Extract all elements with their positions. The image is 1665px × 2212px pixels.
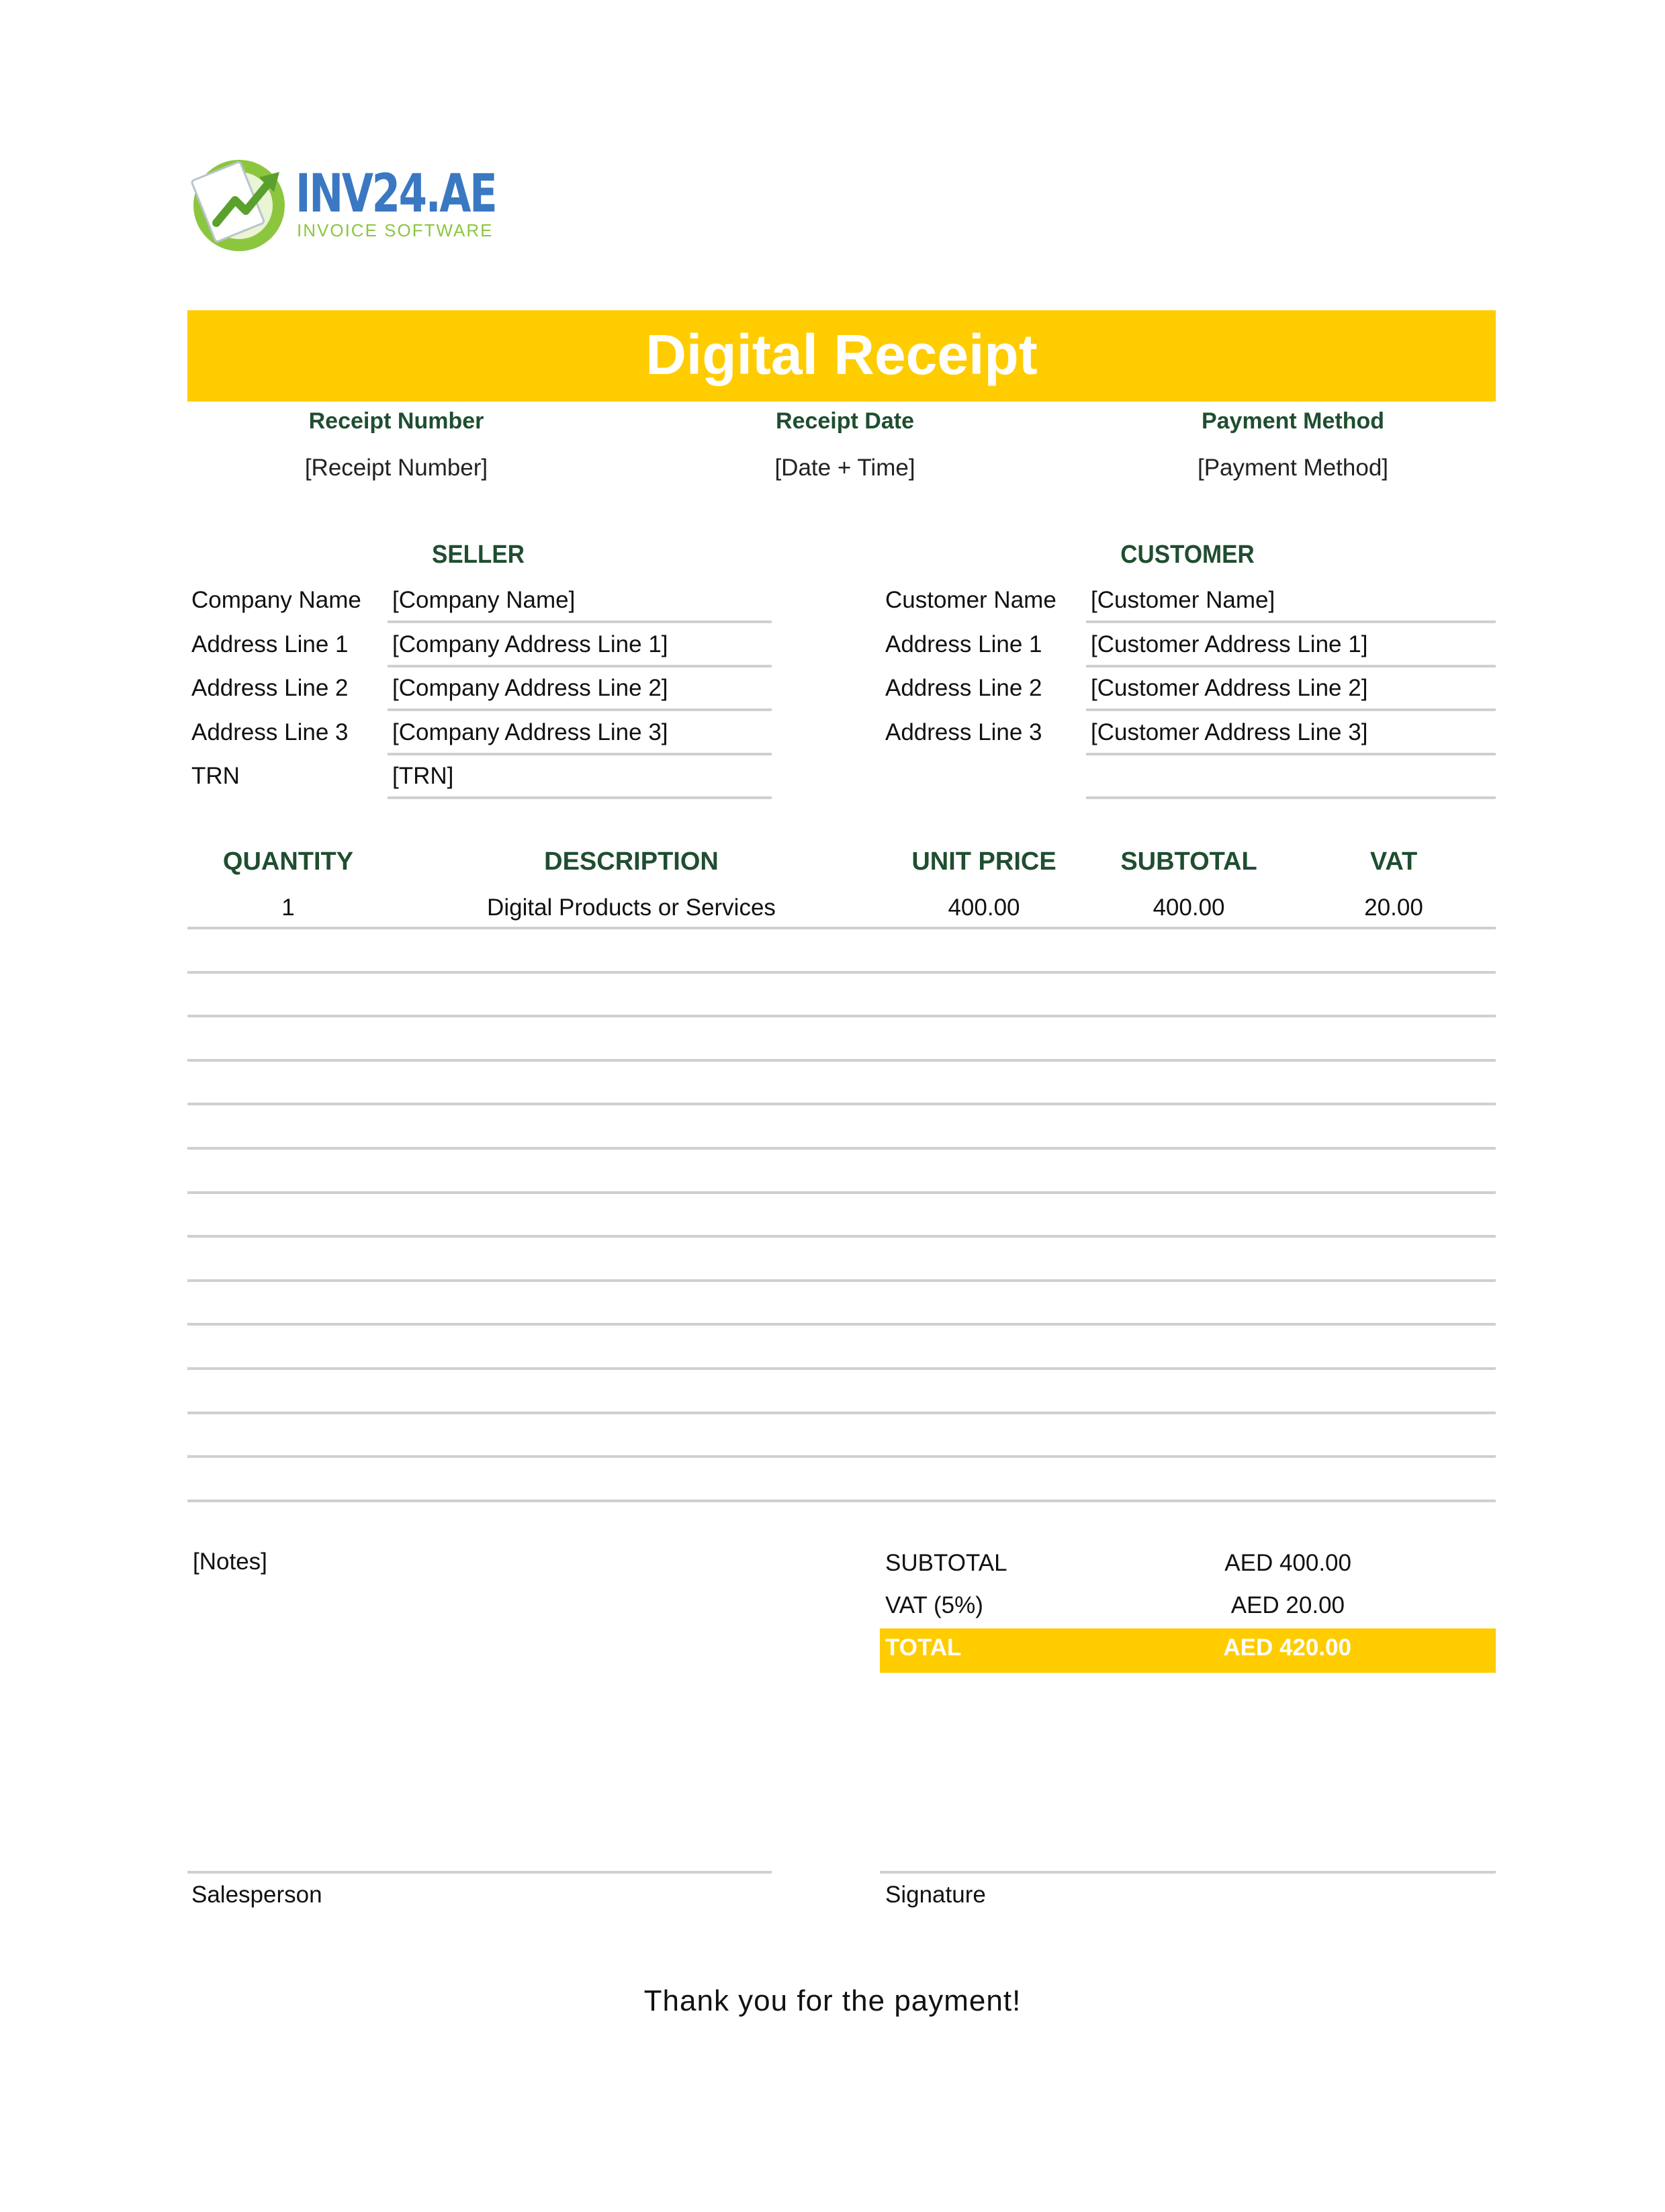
table-row-line [187, 1191, 1496, 1194]
cell-subtotal: 400.00 [1153, 894, 1225, 921]
field-underline [388, 753, 772, 755]
seller-value: [Company Address Line 1] [392, 631, 668, 657]
brand-name: INV24.AE [296, 164, 496, 224]
table-row-line [187, 1235, 1496, 1238]
seller-label: Address Line 3 [191, 719, 349, 745]
thank-you-message: Thank you for the payment! [643, 1984, 1022, 2017]
table-row-line [187, 1059, 1496, 1062]
column-header-description: DESCRIPTION [544, 847, 719, 876]
customer-value: [Customer Address Line 3] [1091, 719, 1368, 745]
payment-method-value: [Payment Method] [1197, 455, 1389, 481]
customer-value: [Customer Address Line 1] [1091, 631, 1368, 657]
subtotal-label: SUBTOTAL [885, 1550, 1007, 1576]
table-row-line [187, 1015, 1496, 1017]
field-underline [1086, 708, 1496, 711]
table-row-line [187, 1323, 1496, 1326]
seller-label: Address Line 1 [191, 631, 349, 657]
salesperson-label: Salesperson [191, 1882, 322, 1908]
field-underline [388, 796, 772, 799]
field-underline [1086, 796, 1496, 799]
column-header-vat: VAT [1369, 847, 1418, 876]
seller-heading: SELLER [432, 541, 525, 569]
field-underline [388, 620, 772, 623]
seller-label: Company Name [191, 587, 361, 613]
table-row-line [187, 927, 1496, 929]
receipt-date-label: Receipt Date [776, 408, 914, 434]
seller-value: [Company Name] [392, 587, 576, 613]
signature-label: Signature [885, 1882, 986, 1908]
table-row-line [187, 1279, 1496, 1282]
customer-heading: CUSTOMER [1120, 541, 1255, 569]
field-underline [1086, 665, 1496, 667]
table-row-line [187, 1147, 1496, 1150]
subtotal-value: AED 400.00 [1224, 1550, 1351, 1576]
customer-label: Customer Name [885, 587, 1056, 613]
customer-value: [Customer Address Line 2] [1091, 675, 1368, 701]
table-row-line [187, 1412, 1496, 1414]
vat-value: AED 20.00 [1230, 1592, 1345, 1618]
receipt-number-label: Receipt Number [308, 408, 484, 434]
column-header-quantity: QUANTITY [222, 847, 354, 876]
receipt-date-value: [Date + Time] [774, 455, 915, 481]
table-row-line [187, 1455, 1496, 1458]
brand-tagline: INVOICE SOFTWARE [297, 220, 494, 240]
column-header-subtotal: SUBTOTAL [1120, 847, 1257, 876]
logo-icon [187, 150, 294, 258]
field-underline [388, 665, 772, 667]
receipt-number-value: [Receipt Number] [304, 455, 488, 481]
seller-value: [Company Address Line 2] [392, 675, 668, 701]
customer-label: Address Line 2 [885, 675, 1042, 701]
table-row-line [187, 1367, 1496, 1370]
cell-unit-price: 400.00 [948, 894, 1020, 921]
vat-label: VAT (5%) [885, 1592, 983, 1618]
payment-method-label: Payment Method [1201, 408, 1385, 434]
table-row-line [187, 1103, 1496, 1105]
total-label: TOTAL [885, 1634, 962, 1661]
table-row-line [187, 1500, 1496, 1502]
field-underline [1086, 753, 1496, 755]
cell-vat: 20.00 [1364, 894, 1423, 921]
seller-label: Address Line 2 [191, 675, 349, 701]
salesperson-line [187, 1871, 772, 1874]
customer-label: Address Line 1 [885, 631, 1042, 657]
seller-value: [TRN] [392, 763, 454, 789]
field-underline [1086, 620, 1496, 623]
customer-label: Address Line 3 [885, 719, 1042, 745]
notes: [Notes] [193, 1549, 267, 1575]
cell-description: Digital Products or Services [487, 894, 776, 921]
seller-label: TRN [191, 763, 240, 789]
seller-value: [Company Address Line 3] [392, 719, 668, 745]
total-value: AED 420.00 [1223, 1634, 1351, 1661]
field-underline [388, 708, 772, 711]
customer-value: [Customer Name] [1091, 587, 1275, 613]
page-title: Digital Receipt [645, 323, 1038, 386]
cell-quantity: 1 [281, 894, 295, 921]
signature-line [880, 1871, 1496, 1874]
table-row-line [187, 971, 1496, 974]
column-header-unit-price: UNIT PRICE [911, 847, 1056, 876]
